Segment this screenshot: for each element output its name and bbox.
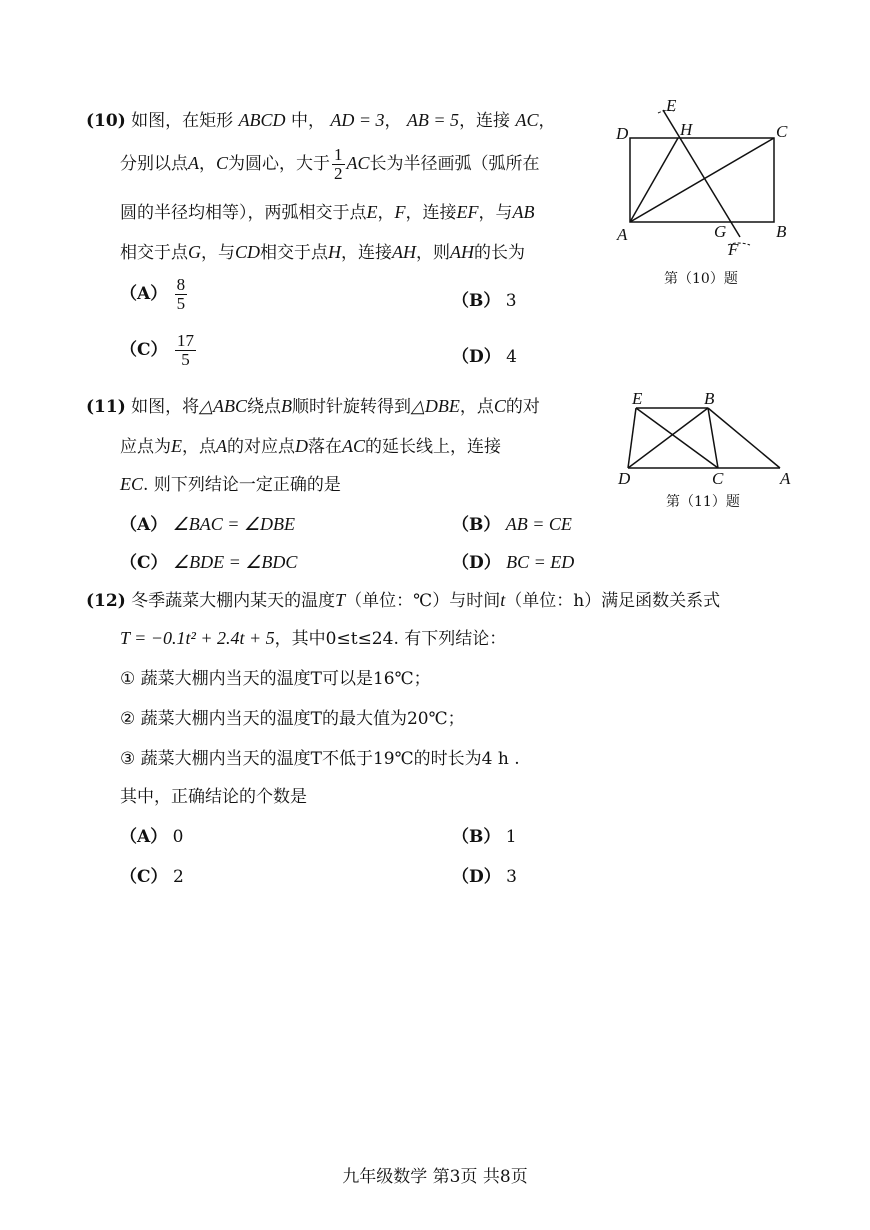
fig10-label-b: B [776,222,787,241]
q10-text: ， [377,203,395,223]
q10-text: ，则 [416,243,451,263]
option-c-fraction: $\frac{17}{5}$ [176,331,194,369]
option-value: 4 [506,347,517,367]
q10-text: 长为半径画弧（弧所在 [369,153,540,174]
q10-text: 为圆心，大于 [228,153,331,174]
q10-text: 如图，在矩形 [131,111,234,131]
q10-text: 圆的半径均相等），两弧相交于点 [120,203,367,223]
q12-number: (12) [86,591,126,611]
q10-line-4 [120,238,525,263]
q12-question [120,782,307,807]
q10-ac: AC [346,152,370,173]
q10-text: ， [538,111,556,131]
fig10-label-c: C [776,122,788,141]
option-label: （C） [120,339,168,360]
fig10-label-a: A [617,225,628,244]
option-a-fraction: $\frac{8}{5}$ [176,275,186,313]
footer-text: 九年级数学 第3页 共8页 [342,1167,528,1187]
q12-text: ）满足函数关系式 [584,591,721,611]
fig10-label-f: F [728,240,739,259]
circled-number: ③ [120,749,136,769]
q10-pt-h: H [328,242,342,262]
q10-line-3 [120,198,535,223]
q11-number: (11) [86,397,126,417]
option-label: （A） [120,515,168,535]
option-value: 2 [172,867,184,887]
option-label: （B） [452,291,501,311]
q12-formula: T = −0.1t² + 2.4t + 5 [120,628,275,648]
q12-text: 冬季蔬菜大棚内某天的温度 [131,591,336,611]
q10-ad-eq: AD = 3 [330,110,385,130]
fig11-label-d: D [618,469,631,488]
q12-text: . 有下列结论： [393,629,507,649]
q11-text: 绕点 [247,397,281,417]
q12-text: （单位： [505,591,574,611]
q10-figure [600,95,810,295]
q10-option-c[interactable] [120,332,198,369]
q10-text: 的长为 [474,243,526,263]
option-label: （D） [452,867,501,887]
fig10-label-e: E [666,96,677,115]
option-label: （B） [452,515,501,535]
q10-text: 相交于点 [260,243,329,263]
option-value: 3 [505,291,517,311]
q10-option-a[interactable] [120,276,189,313]
q11-pt-c: C [493,396,506,416]
q12-var-t: T [335,590,346,610]
q10-line-2 [120,146,540,183]
q11-option-d[interactable] [452,548,574,573]
q10-ac: AC [515,110,539,130]
half-fraction: $\frac{1}{2}$ [334,145,343,183]
option-value: AB = CE [505,514,572,534]
q12-unit-h: h [573,591,585,611]
option-label: （C） [120,553,168,573]
q10-ah: AH [392,242,417,262]
q10-cd: CD [235,242,261,262]
option-value: BC = ED [506,552,575,572]
q12-var-time: t [500,590,506,610]
option-value: 1 [505,827,517,847]
q10-text: ，连接 [459,111,511,131]
option-label: （A） [120,283,168,304]
fig10-caption: 第（10）题 [664,271,738,287]
q12-option-c[interactable] [120,862,184,887]
q11-pt-a: A [216,436,227,456]
option-label: （D） [452,553,501,573]
q10-text: ， [199,153,216,174]
option-label: （C） [120,867,168,887]
q11-line-1 [86,392,540,417]
q10-pt-c: C [216,152,229,173]
q11-option-b[interactable] [452,510,572,535]
q11-option-a[interactable] [120,510,295,535]
q11-pt-b: B [281,396,292,416]
fig10-label-g: G [714,222,727,241]
q12-conclusion-text: 蔬菜大棚内当天的温度T可以是16℃； [140,669,431,689]
q10-text: ，与 [478,203,513,223]
option-value: 0 [172,827,184,847]
q11-text: ，点 [459,397,494,417]
fig11-caption: 第（11）题 [666,494,740,510]
q11-figure [610,388,800,514]
q10-option-d[interactable] [452,342,517,367]
q10-text: 分别以点 [120,153,188,174]
q11-text: ，点 [182,437,216,457]
fig11-label-c: C [712,469,724,488]
q10-text: 中， [290,111,325,131]
q12-conclusion-1 [120,664,431,689]
q11-tri-dbe: △DBE [411,396,460,416]
q12-text: ，其中 [274,629,326,649]
q10-line-1 [86,106,555,131]
option-value: 3 [506,867,517,887]
q11-pt-d: D [295,436,308,456]
option-label: （A） [120,827,168,847]
q12-range: 0≤t≤24 [325,629,394,649]
q10-pt-e: E [366,202,378,222]
q11-text: 如图，将 [131,397,200,417]
q10-text: ， [384,111,402,131]
option-label: （D） [452,347,501,367]
q11-ac: AC [342,436,366,456]
q10-pt-g: G [188,242,201,262]
q10-ah: AH [450,242,475,262]
q11-pt-e: E [171,436,182,456]
page-footer [0,1162,870,1187]
q12-conclusion-text: 蔬菜大棚内当天的温度T不低于19℃的时长为4 h . [140,749,520,769]
q12-conclusion-2 [120,704,465,729]
q11-text: 的延长线上，连接 [365,437,502,457]
fig11-label-b: B [704,389,715,408]
q10-text: 相交于点 [120,243,188,263]
q11-text: 应点为 [120,437,171,457]
circled-number: ① [120,669,136,689]
q10-text: ，连接 [405,203,457,223]
fig11-label-e: E [632,389,643,408]
circled-number: ② [120,709,136,729]
q10-pt-f: F [394,202,406,222]
q11-line-3 [120,470,341,495]
q10-ab-eq: AB = 5 [406,110,460,130]
q10-ab: AB [512,202,535,222]
q11-text: 落在 [308,437,342,457]
option-value: ∠BDE = ∠BDC [172,552,298,572]
q11-ec: EC [120,474,144,494]
q11-tri-abc: △ABC [199,396,247,416]
q12-line-2 [120,624,506,649]
option-label: （B） [452,827,501,847]
q11-option-c[interactable] [120,548,297,573]
q11-text: 的对 [505,397,540,417]
q10-ef: EF [456,202,479,222]
q12-option-b[interactable] [452,822,517,847]
fig10-label-d: D [616,124,629,143]
q10-pt-a: A [188,152,199,173]
q10-text: ，与 [201,243,235,263]
q12-conclusion-text: 蔬菜大棚内当天的温度T的最大值为20℃； [140,709,465,729]
q12-text: （单位：℃）与时间 [345,591,501,611]
q10-option-b[interactable] [452,286,517,311]
q10-text: ，连接 [341,243,393,263]
q11-text: 的对应点 [227,437,295,457]
fig10-label-h: H [680,120,693,139]
q11-line-2 [120,432,501,457]
q11-text: . 则下列结论一定正确的是 [143,475,341,495]
q12-line-1 [86,586,720,611]
q11-text: 顺时针旋转得到 [292,397,411,417]
q12-option-d[interactable] [452,862,517,887]
fig11-label-a: A [780,469,791,488]
q12-conclusion-3 [120,744,520,769]
option-value: ∠BAC = ∠DBE [172,514,296,534]
q10-rect-name: ABCD [238,110,286,130]
q10-number: (10) [86,111,126,131]
q12-option-a[interactable] [120,822,183,847]
q12-question-text: 其中，正确结论的个数是 [120,787,307,807]
